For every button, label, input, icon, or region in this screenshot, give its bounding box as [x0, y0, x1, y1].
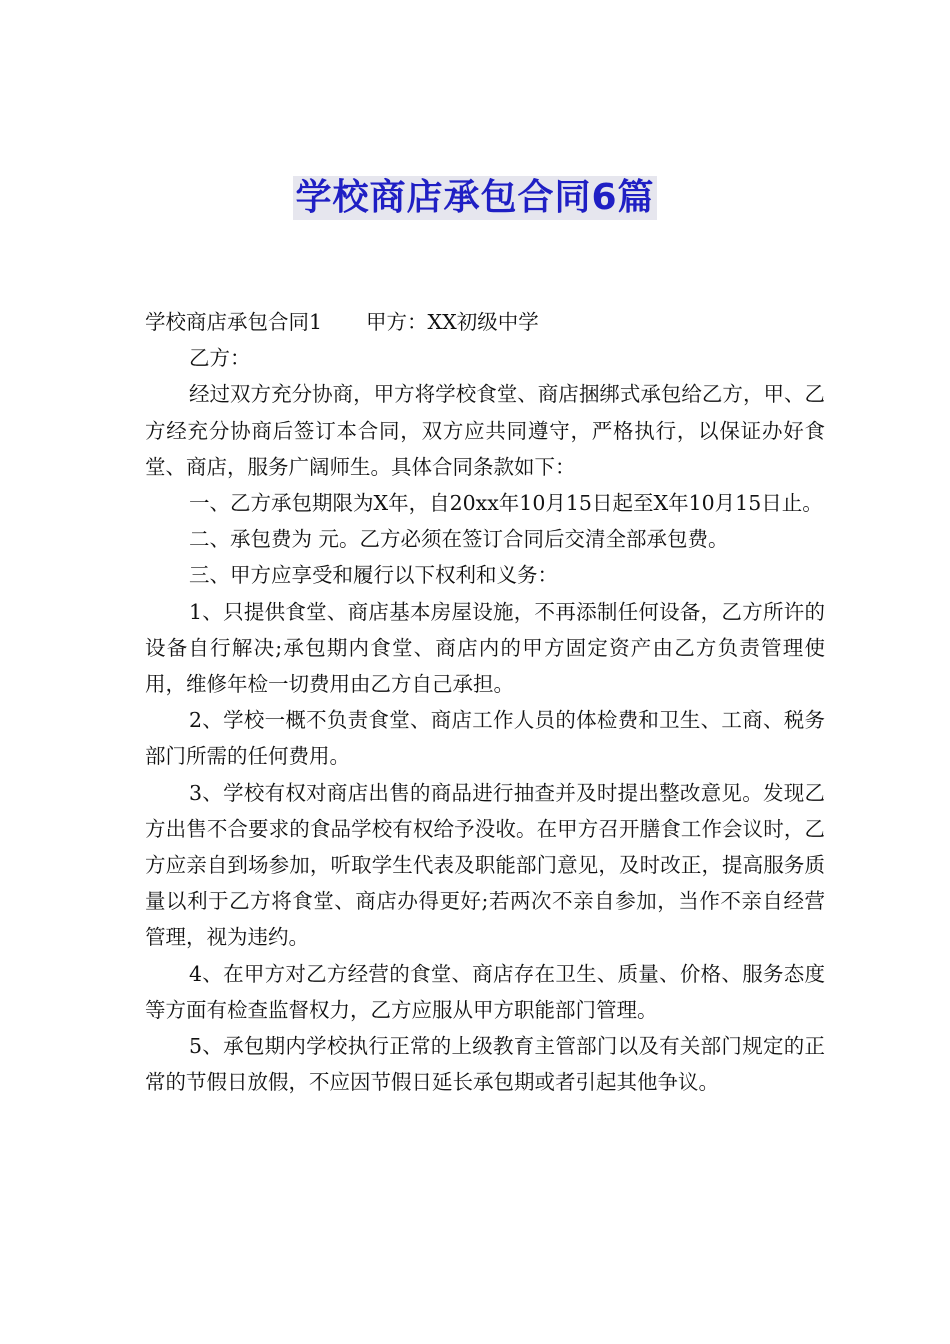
paragraph-party-b: 乙方： — [189, 346, 251, 371]
paragraph-rights-heading: 三、甲方应享受和履行以下权利和义务： — [189, 563, 558, 588]
paragraph-term: 一、乙方承包期限为X年，自20xx年10月15日起至X年10月15日止。 — [189, 491, 823, 516]
paragraph-fee: 二、承包费为 元。乙方必须在签订合同后交清全部承包费。 — [189, 527, 729, 552]
paragraph-preamble: 经过双方充分协商，甲方将学校食堂、商店捆绑式承包给乙方，甲、乙方经充分协商后签订本合同，双方应共同遵守，严格执行，以保证办好食堂、商店，服务广阔师生。具体合同条款如下： — [145, 382, 825, 479]
contract-heading: 学校商店承包合同1 — [145, 310, 323, 334]
heading-line — [145, 304, 825, 340]
paragraph-item-4: 4、在甲方对乙方经营的食堂、商店存在卫生、质量、价格、服务态度等方面有检查监督权力，乙方应服从甲方职能部门管理。 — [145, 961, 825, 1022]
title-container — [0, 176, 950, 220]
paragraph-item-2: 2、学校一概不负责食堂、商店工作人员的体检费和卫生、工商、税务部门所需的任何费用。 — [145, 708, 825, 769]
party-a-line: 甲方：XX初级中学 — [366, 310, 539, 334]
paragraph-item-5: 5、承包期内学校执行正常的上级教育主管部门以及有关部门规定的正常的节假日放假，不应因节假日延长承包期或者引起其他争议。 — [145, 1034, 825, 1095]
paragraph-item-3: 3、学校有权对商店出售的商品进行抽查并及时提出整改意见。发现乙方出售不合要求的食品学校有权给予没收。在甲方召开膳食工作会议时，乙方应亲自到场参加，听取学生代表及职能部门意见，及时改正，提高服务质量以利于乙方将食堂、商店办得更好;若两次不亲自参加，当作不亲自经营管理，视为违约。 — [145, 780, 825, 950]
document-title: 学校商店承包合同6篇 — [295, 177, 655, 218]
document-body — [145, 304, 825, 1100]
paragraph-item-1: 1、只提供食堂、商店基本房屋设施，不再添制任何设备，乙方所许的设备自行解决;承包期内食堂、商店内的甲方固定资产由乙方负责管理使用，维修年检一切费用由乙方自己承担。 — [145, 599, 825, 697]
